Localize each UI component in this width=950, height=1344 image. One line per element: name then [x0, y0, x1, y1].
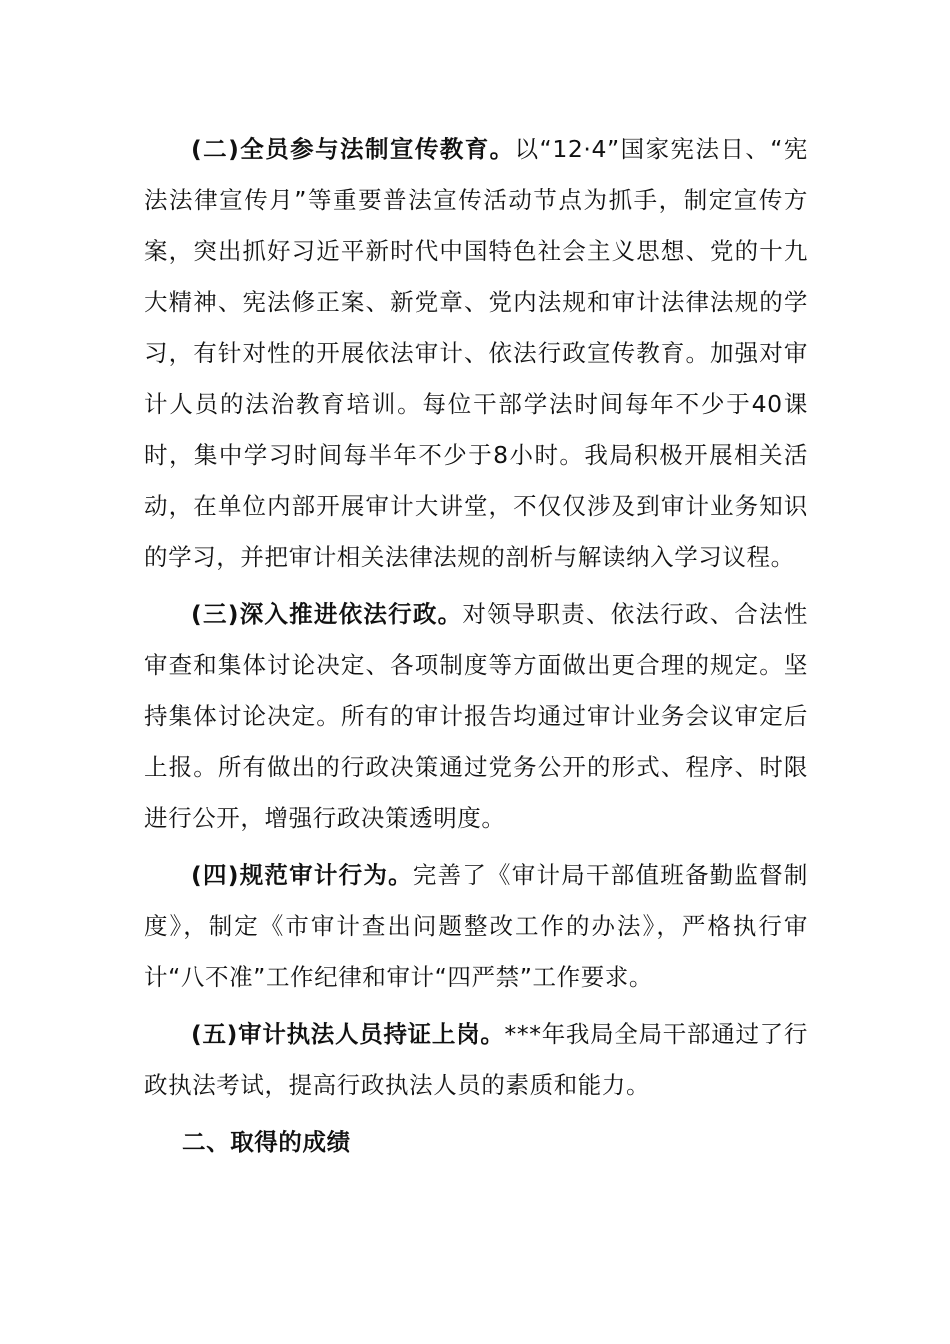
paragraph-audit-conduct	[144, 850, 808, 1003]
paragraph-publicity-education	[144, 124, 808, 583]
paragraph-heading: (三)深入推进依法行政。	[191, 600, 463, 628]
document-body	[144, 124, 808, 1168]
paragraph-text: 对领导职责、依法行政、合法性审查和集体讨论决定、各项制度等方面做出更合理的规定。坚持集体讨论决定。所有的审计报告均通过审计业务会议审定后上报。所有做出的行政决策通过党务公开的形式、程序、时限进行公开，增强行政决策透明度。	[144, 600, 808, 832]
paragraph-heading: (五)审计执法人员持证上岗。	[191, 1020, 505, 1048]
paragraph-text: 以“12·4”国家宪法日、“宪法法律宣传月”等重要普法宣传活动节点为抓手，制定宣传方案，突出抓好习近平新时代中国特色社会主义思想、党的十九大精神、宪法修正案、新党章、党内法规和审计法律法规的学习，有针对性的开展依法审计、依法行政宣传教育。加强对审计人员的法治教育培训。每位干部学法时间每年不少于40课时，集中学习时间每半年不少于8小时。我局积极开展相关活动，在单位内部开展审计大讲堂，不仅仅涉及到审计业务知识的学习，并把审计相关法律法规的剖析与解读纳入学习议程。	[144, 135, 808, 571]
paragraph-certified-personnel	[144, 1009, 808, 1111]
paragraph-text: 完善了《审计局干部值班备勤监督制度》，制定《市审计查出问题整改工作的办法》，严格执行审计“八不准”工作纪律和审计“四严禁”工作要求。	[144, 861, 808, 991]
paragraph-heading: (四)规范审计行为。	[191, 861, 413, 889]
paragraph-text: ***年我局全局干部通过了行政执法考试，提高行政执法人员的素质和能力。	[144, 1020, 808, 1099]
paragraph-heading: (二)全员参与法制宣传教育。	[191, 135, 515, 163]
section-title-achievements: 二、取得的成绩	[182, 1128, 351, 1156]
paragraph-lawful-administration	[144, 589, 808, 844]
